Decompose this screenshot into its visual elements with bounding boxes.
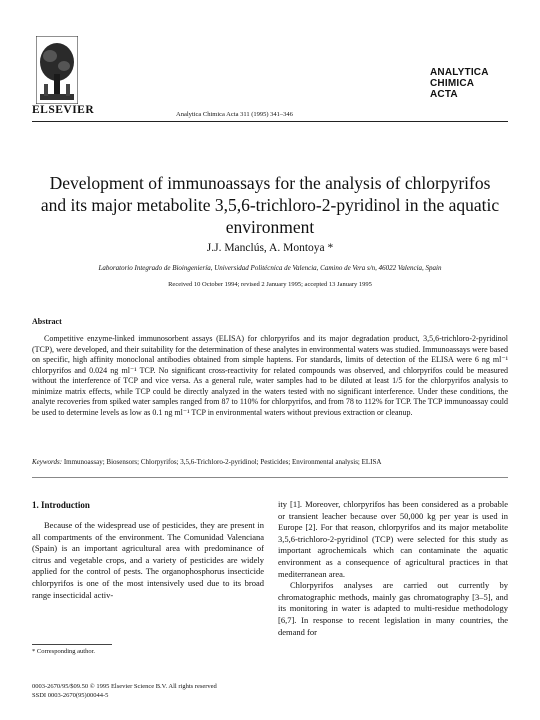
paragraph: Because of the widespread use of pesticides, they are present in all compartments of the environment. The Comunidad Valenciana (Spain) is an important agricultural area with predominance of citrus and vegetable crops, and a variety of pesticides are widely applied for the control of pests. The organophosphorus insecticide chlorpyrifos is one of the most intensively used due to its broad range insecticidal activ- (32, 520, 264, 600)
paragraph: ity [1]. Moreover, chlorpyrifos has been considered as a probable or transient leacher because over 50,000 kg per year is used in Europe [2]. For that reason, chlorpyrifos and its major metabolite 3,5,6-trichloro-2-pyridinol (TCP) were selected for this study as important agrochemicals which can contaminate the aquatic environment as a consequence of agricultural practices in that mediterranean area. (278, 499, 508, 579)
journal-name-line: CHIMICA (430, 78, 475, 89)
keywords-label: Keywords: (32, 458, 63, 466)
keywords (32, 458, 508, 466)
article-title: Development of immunoassays for the analysis of chlorpyrifos and its major metabolite 3,5,6-trichloro-2-pyridinol in the aquatic environment (40, 173, 500, 237)
journal-name-line: ANALYTICA (430, 67, 489, 78)
section-heading-introduction: 1. Introduction (32, 500, 90, 510)
article-authors: J.J. Manclús, A. Montoya * (206, 242, 334, 254)
paragraph: Chlorpyrifos analyses are carried out currently by chromatographic methods, mainly gas chromatography [3–5], and its monitoring in water is adapted to multi-residue methodology [6,7]. In response to recent legislation in many countries, the demand for (278, 580, 508, 637)
received-dates: Received 10 October 1994; revised 2 January 1995; accepted 13 January 1995 (168, 281, 372, 288)
left-column (32, 520, 264, 601)
publisher-name: ELSEVIER (32, 104, 95, 116)
journal-reference: Analytica Chimica Acta 311 (1995) 341–346 (176, 111, 293, 118)
journal-name (430, 67, 489, 100)
corresponding-author-footnote: * Corresponding author. (32, 648, 96, 655)
header-rule (32, 121, 508, 122)
elsevier-tree-logo (36, 36, 78, 104)
copyright-line: 0003-2670/95/$09.50 © 1995 Elsevier Science B.V. All rights reserved (32, 683, 217, 690)
abstract-text: Competitive enzyme-linked immunosorbent assays (ELISA) for chlorpyrifos and its major degradation product, 3,5,6-trichloro-2-pyridinol (TCP), were developed, and their suitability for the determination of these analytes in environmental waters was studied. Immunoassays were based on specific, high affinity monoclonal antibodies obtained from simple haptens. For standards, limits of detection of the ELISA were 6 ng ml⁻¹ chlorpyrifos and 0.024 ng ml⁻¹ TCP. No significant cross-reactivity for related compounds was observed, and chlorpyrifos could be measured without the interference of TCP and vice versa. As a general rule, water samples had to be diluted at least 1/5 for the chlorpyrifos analysis to minimize matrix effects, while TCP could be directly analyzed in the waters tested with no significant interference. Under these conditions, the analyte recoveries from spiked water samples ranged from 87 to 110% for chlorpyrifos, and from 78 to 112% for TCP. The TCP immunoassay could be used to determine levels as low as 0.1 ng ml⁻¹ TCP in environmental waters without previous extraction or cleanup. (32, 334, 508, 417)
abstract-heading: Abstract (32, 317, 62, 326)
abstract-rule (32, 477, 508, 478)
ssdi-line: SSDI 0003-2670(95)00044-5 (32, 691, 109, 699)
journal-name-line: ACTA (430, 89, 458, 100)
footnote-rule (32, 644, 112, 645)
copyright-block (32, 683, 217, 700)
right-column (278, 499, 508, 638)
author-affiliation: Laboratorio Integrado de Bioingeniería, Universidad Politécnica de Valencia, Camino de Vera s/n, 46022 Valencia, Spain (98, 264, 442, 272)
keywords-list: Immunoassay; Biosensors; Chlorpyrifos; 3,5,6-Trichloro-2-pyridinol; Pesticides; Environmental analysis; ELISA (63, 458, 382, 466)
